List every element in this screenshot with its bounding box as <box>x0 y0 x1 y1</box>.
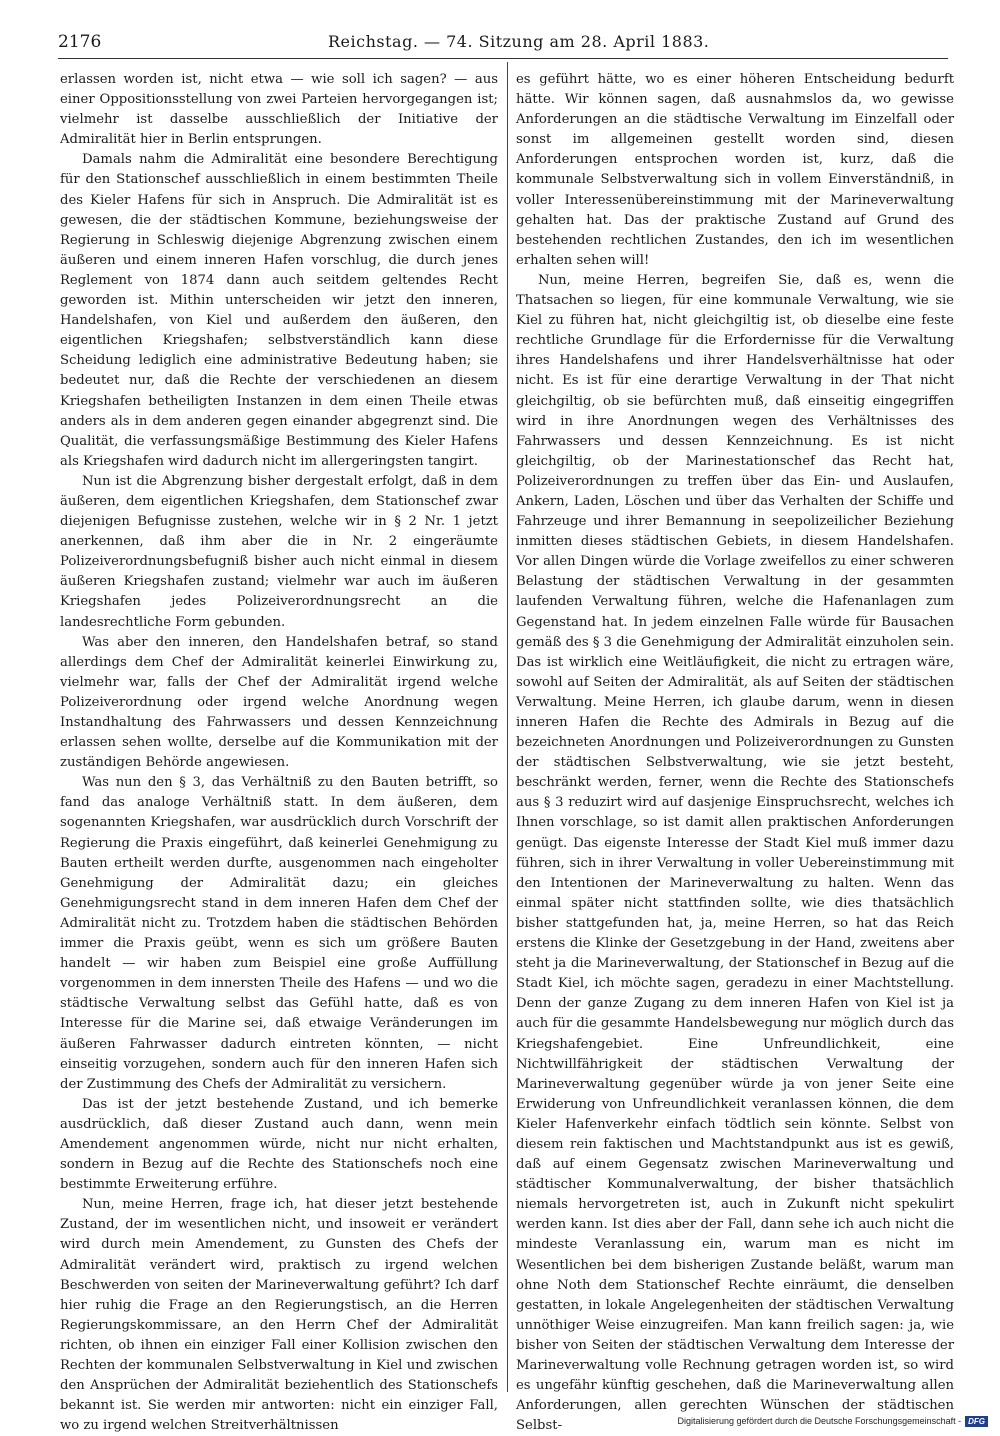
paragraph: Nun ist die Abgrenzung bisher dergestalt erfolgt, daß in dem äußeren, dem eigentlichen Kriegshafen, dem Stationschef zwar diejenigen Befugnisse zustehen, welche wir in § 2 Nr. 1 jetzt anerkennen, daß ihm aber die in Nr. 2 eingeräumte Polizeiverordnungsbefugniß bisher auch nicht einmal in diesem äußeren Kriegshafen zustand; vielmehr war auch im äußeren Kriegshafen jedes Polizeiverordnungsrecht an die landesrechtliche Form gebunden. <box>60 473 498 630</box>
paragraph: Nun, meine Herren, begreifen Sie, daß es, wenn die Thatsachen so liegen, für eine kommunale Verwaltung, wie sie Kiel zu führen hat, nicht gleichgiltig ist, ob dieselbe eine feste rechtliche Grundlage für die Erfordernisse für die Verwaltung ihres Handelshafens und ihrer Handelsverhältnisse hat oder nicht. Es ist für eine derartige Verwaltung in der That nicht gleichgiltig, ob sie befürchten muß, daß einseitig eingegriffen wird in ihre Anordnungen wegen des Verhältnisses des Fahrwassers und dessen Kennzeichnung. Es ist nicht gleichgiltig, ob der Marinestationschef das Recht hat, Polizeiverordnungen zu treffen über das Ein- und Auslaufen, Ankern, Laden, Löschen und über das Verhalten der Schiffe und Fahrzeuge und ihrer Bemannung in seepolizeilicher Beziehung inmitten dieses städtischen Gebiets, in diesem Handelshafen. Vor allen Dingen würde die Vorlage zweifellos zu einer schweren Belastung der städtischen Verwaltung in der gesammten laufenden Verwaltung führen, welche die Hafenanlagen zum Gegenstand hat. In jedem einzelnen Falle würde für Bausachen gemäß des § 3 die Genehmigung der Admiralität einzuholen sein. Das ist wirklich eine Weitläufigkeit, die nicht zu ertragen wäre, sowohl auf Seiten der Admiralität, als auf Seiten der städtischen Verwaltung. Meine Herren, ich glaube darum, wenn in diesen inneren Hafen die Rechte des Admirals in Bezug auf die bezeichneten Anordnungen und Polizeiverordnungen zu Gunsten der städtischen Selbstverwaltung, wie sie jetzt besteht, beschränkt werden, ferner, wenn die Rechte des Stationschefs aus § 3 reduzirt wird auf dasjenige Einspruchsrecht, welches ich Ihnen vorschlage, so ist damit allen praktischen Anforderungen genügt. Das eigenste Interesse der Stadt Kiel muß immer dazu führen, sich in ihrer Verwaltung in voller Uebereinstimmung mit den Intentionen der Marineverwaltung zu halten. Wenn das einmal später nicht stattfinden sollte, wie dies thatsächlich bisher stattgefunden hat, ja, meine Herren, so hat das Reich erstens die Klinke der Gesetzgebung in der Hand, zweitens aber steht ja die Marineverwaltung, der Stationschef in Bezug auf die Stadt Kiel, ich möchte sagen, geradezu in einer Machtstellung. Denn der ganze Zugang zu dem inneren Hafen von Kiel ist ja auch für die gesammte Handelsbewegung nur möglich durch das Kriegshafengebiet. Eine Unfreundlichkeit, eine Nichtwillfährigkeit der städtischen Verwaltung der Marineverwaltung gegenüber würde ja von jener Seite eine Erwiderung von Unfreundlichkeit veranlassen können, die dem Kieler Hafenverkehr einfach tödtlich sein könnte. Selbst von diesem rein faktischen und Machtstandpunkt aus ist es gewiß, daß auf einem Gegensatz zwischen Marineverwaltung und städtischer Kommunalverwaltung, der bisher thatsächlich niemals hervorgetreten ist, auch in Zukunft nicht spekulirt werden kann. Ist dies aber der Fall, dann sehe ich auch nicht die mindeste Veranlassung ein, warum man es nicht im Wesentlichen bei dem bisherigen Zustande beläßt, warum man ohne Noth dem Stationschef Rechte einräumt, die denselben gestatten, in lokale Angelegenheiten der städtischen Verwaltung unnöthiger Weise einzugreifen. Man kann freilich sagen: ja, wie bisher von Seiten der städtischen Verwaltung dem Interesse der Marineverwaltung volle Rechnung getragen worden ist, so wird es ungefähr künftig geschehen, daß die Marineverwaltung allen Anforderungen, allen gerechten Wünschen der städtischen Selbst- <box>516 272 955 1434</box>
paragraph: erlassen worden ist, nicht etwa — wie soll ich sagen? — aus einer Oppositionsstellung von zwei Parteien hervorgegangen ist; vielmehr ist dasselbe ausschließlich der Initiative der Admiralität hier in Berlin entsprungen. <box>60 72 498 148</box>
page-number: 2176 <box>58 32 102 52</box>
header-title: Reichstag. — 74. Sitzung am 28. April 1883. <box>328 32 710 51</box>
paragraph: es geführt hätte, wo es einer höheren Entscheidung bedurft hätte. Wir können sagen, daß ausnahmslos da, wo gewisse Anforderungen an die städtische Verwaltung im Einzelfall oder sonst im allgemeinen gestellt worden sind, diesen Anforderungen entsprochen worden ist, kurz, daß die kommunale Selbstverwaltung sich in vollem Einverständniß, in voller Interessenübereinstimmung mit der Marineverwaltung gehalten hat. Das der praktische Zustand auf Grund des bestehenden rechtlichen Zustandes, den ich im wesentlichen erhalten sehen will! <box>516 72 954 268</box>
dfg-logo: DFG <box>965 1416 988 1427</box>
footer-credit <box>677 1413 988 1429</box>
page-header <box>58 30 948 56</box>
paragraph: Was nun den § 3, das Verhältniß zu den Bauten betrifft, so fand das analoge Verhältniß statt. In dem äußeren, dem sogenannten Kriegshafen, war ausdrücklich durch Vorschrift der Regierung die Praxis eingeführt, daß keinerlei Genehmigung zu Bauten ertheilt werden durfte, ausgenommen nach eingeholter Genehmigung der Admiralität dazu; ein gleiches Genehmigungsrecht stand in dem inneren Hafen dem Chef der Admiralität nicht zu. Trotzdem haben die städtischen Behörden immer die Praxis geübt, wenn es sich um größere Bauten handelt — wir haben zum Beispiel eine große Auffüllung vorgenommen in dem innersten Theile des Hafens — und wo die städtische Verwaltung selbst das Gefühl hatte, daß es von Interesse für die Marine sei, daß etwaige Veränderungen im äußeren Fahrwasser dadurch eintreten könnten, — nicht einseitig vorzugehen, sondern auch für den inneren Hafen sich der Zustimmung des Chefs der Admiralität zu versichern. <box>60 775 498 1092</box>
left-column <box>60 70 498 1434</box>
paragraph: Nun, meine Herren, frage ich, hat dieser jetzt bestehende Zustand, der im wesentlichen nicht, und insoweit er verändert wird durch mein Amendement, zu Gunsten des Chefs der Admiralität verändert wird, praktisch zu irgend welchen Beschwerden von seiten der Marineverwaltung geführt? Ich darf hier ruhig die Frage an den Regierungstisch, an die Herren Regierungskommissare, an den Herrn Chef der Admiralität richten, ob ihnen ein einziger Fall einer Kollision zwischen den Rechten der kommunalen Selbstverwaltung in Kiel und zwischen den Ansprüchen der Admiralität beziehentlich des Stationschefs bekannt ist. Sie werden mir antworten: nicht ein einziger Fall, wo zu irgend welchen Streitverhältnissen <box>60 1197 498 1434</box>
header-rule <box>58 58 948 59</box>
paragraph: Das ist der jetzt bestehende Zustand, und ich bemerke ausdrücklich, daß dieser Zustand auch dann, wenn mein Amendement angenommen würde, nicht nur nicht erhalten, sondern in Bezug auf die Rechte des Stationschefs noch eine bestimmte Erweiterung erführe. <box>60 1096 498 1193</box>
footer-text: Digitalisierung gefördert durch die Deutsche Forschungsgemeinschaft - <box>677 1416 962 1426</box>
column-divider <box>507 62 508 1392</box>
paragraph: Damals nahm die Admiralität eine besondere Berechtigung für den Stationschef ausschließlich in einem bestimmten Theile des Kieler Hafens für sich in Anspruch. Die Admiralität ist es gewesen, die der städtischen Kommune, beziehungsweise der Regierung in Schleswig diejenige Abgrenzung zwischen einem äußeren und einem inneren Hafen vorschlug, die durch jenes Reglement von 1874 dann auch seitdem geltendes Recht geworden ist. Mithin unterscheiden wir jetzt den inneren, Handelshafen, von Kiel und außerdem den äußeren, den eigentlichen Kriegshafen; selbstverständlich kann diese Scheidung lediglich eine administrative Bedeutung haben; sie bedeutet nur, daß die Rechte der verschiedenen an diesem Kriegshafen betheiligten Instanzen in dem einen Theile etwas anders als in dem anderen gegen einander abgegrenzt sind. Die Qualität, die verfassungsmäßige Bestimmung des Kieler Hafens als Kriegshafen wird dadurch nicht im allergeringsten tangirt. <box>60 152 498 469</box>
paragraph: Was aber den inneren, den Handelshafen betraf, so stand allerdings dem Chef der Admiralität keinerlei Einwirkung zu, vielmehr war, falls der Chef der Admiralität irgend welche Polizeiverordnung oder irgend welche Anordnung wegen Instandhaltung des Fahrwassers und dessen Kennzeichnung erlassen sehen wollte, derselbe auf die Kommunikation mit der zuständigen Behörde angewiesen. <box>60 634 498 771</box>
